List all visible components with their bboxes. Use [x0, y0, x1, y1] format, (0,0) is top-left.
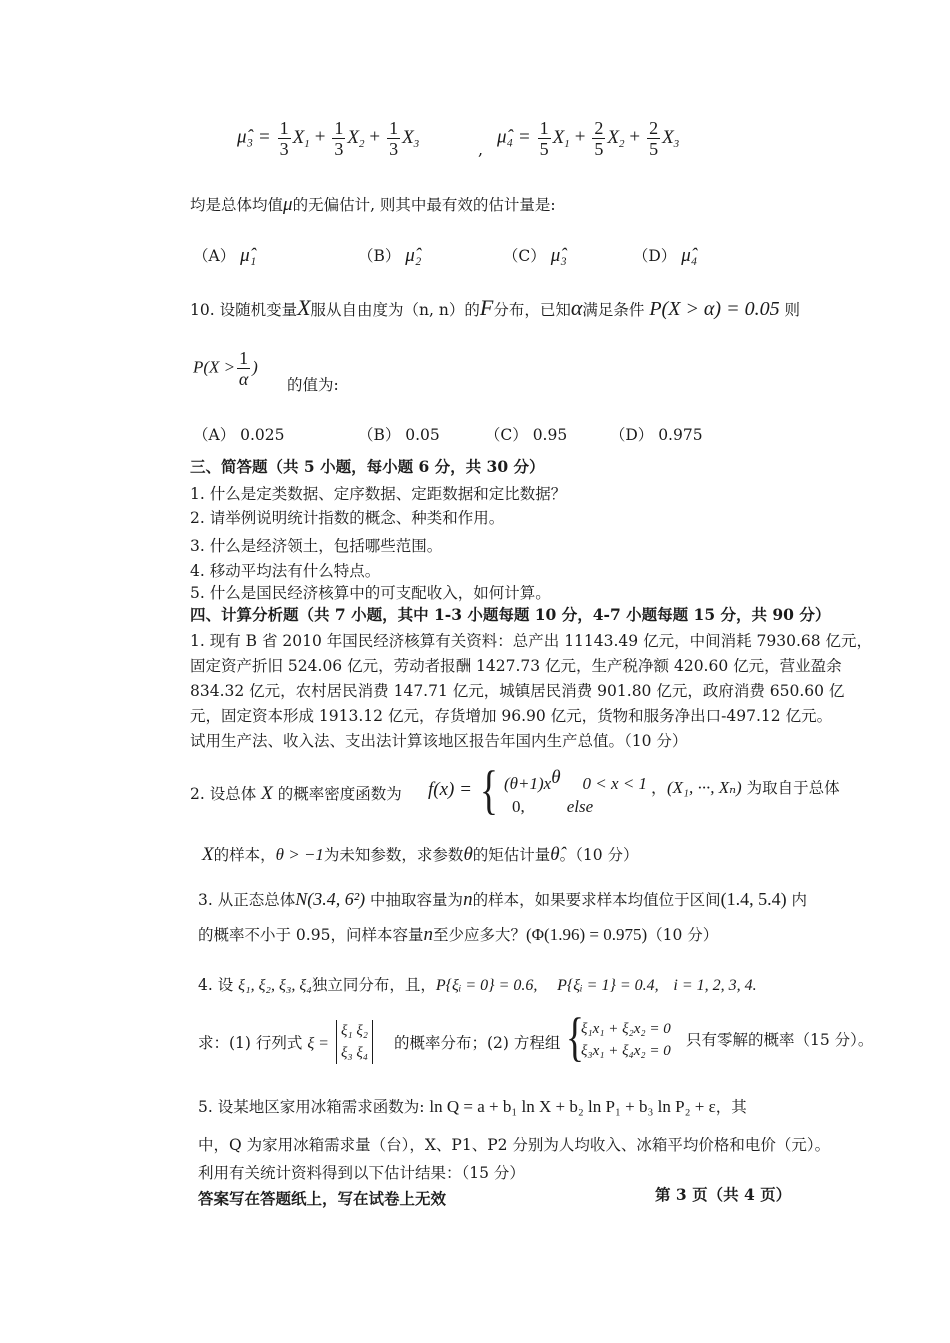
page-number: 第 3 页（共 4 页）: [655, 1185, 792, 1204]
section3-item-3: 3. 什么是经济领土，包括哪些范围。: [190, 537, 443, 555]
frac-d: $\frac{1}{5}$: [539, 118, 549, 159]
footer-note: 答案写在答题纸上，写在试卷上无效: [198, 1189, 447, 1208]
p2-brace: {: [479, 760, 499, 820]
section3-item-1: 1. 什么是定类数据、定序数据、定距数据和定比数据？: [190, 485, 567, 503]
q9-option-b: （B） μ̂₂: [357, 245, 422, 266]
p2-case-1: $(\theta+1)x^\theta$ 0 < x < 1: [504, 767, 648, 794]
p5-line-1: 5. 设某地区家用冰箱需求函数为: ln Q = a + b₁ ln X + b₂ ln P₁ + b₃ ln P₂ + ε，其: [198, 1097, 747, 1116]
q10-prob: P(X > $\frac{1}{\alpha}$ ): [193, 348, 258, 389]
q10-option-d: （D） 0.975: [609, 426, 703, 444]
frac-f: $\frac{2}{5}$: [649, 118, 659, 159]
p4-determinant: ξ₁ ξ₂ ξ₃ ξ₄: [336, 1020, 373, 1064]
p1-line-1: 1. 现有 B 省 2010 年国民经济核算有关资料：总产出 11143.49 亿元，中间消耗 7930.68 亿元，: [190, 632, 873, 650]
q9-options: [193, 246, 697, 266]
p2-line-1: 2. 设总体 X 的概率密度函数为: [190, 783, 402, 804]
p5-line-2: 中，Q 为家用冰箱需求量（台），X、P1、P2 分别为人均收入、冰箱平均价格和电价（元）。: [198, 1136, 831, 1154]
q10-frac: $\frac{1}{\alpha}$: [238, 348, 249, 389]
q10-condition: P(X > α) = 0.05: [649, 298, 780, 320]
estimator-sep: ,: [478, 140, 484, 159]
p4-system-label: 的概率分布；(2) 方程组: [394, 1034, 561, 1052]
p4-tail: 只有零解的概率（15 分）。: [686, 1031, 874, 1049]
p3-line-1: 3. 从正态总体N(3.4, 6²) 中抽取容量为n的样本，如果要求样本均值位于区间(1.4, 5.4) 内: [198, 889, 808, 910]
p4-system-brace: {: [565, 1007, 585, 1067]
p4-line-1: 4. 设 ξ₁, ξ₂, ξ₃, ξ₄独立同分布，且，P{ξᵢ = 0} = 0.6, P{ξᵢ = 1} = 0.4, i = 1, 2, 3, 4.: [198, 976, 757, 994]
p4-line-2: 求：(1) 行列式 ξ =: [198, 1034, 329, 1052]
q9-option-a: （A） μ̂₁: [193, 245, 257, 266]
p2-case-2: 0, else: [512, 797, 594, 816]
p2-line-2: X的样本，θ > −1为未知参数，求参数θ的矩估计量θ̂。（10 分）: [202, 844, 639, 865]
q10-value-of: 的值为:: [287, 376, 339, 394]
p4-system: ξ₁x₁ + ξ₂x₂ = 0 ξ₃x₁ + ξ₄x₂ = 0: [581, 1021, 671, 1059]
mu4-label: μ̂₄ =: [497, 126, 531, 148]
p3-line-2: 的概率不小于 0.95，问样本容量n至少应多大？(Φ(1.96) = 0.975)（10 分）: [198, 924, 719, 945]
estimator-mu3: μ̂₃ = $\frac{1}{3}$ $X_1$ + $\frac{1}{3}$ $X_2$ + $\frac{1}{3}$ $X_3$: [237, 118, 420, 159]
q9-question: 均是总体均值μ的无偏估计, 则其中最有效的估计量是:: [190, 194, 556, 215]
frac-e: $\frac{2}{5}$: [594, 118, 604, 159]
section3-item-2: 2. 请举例说明统计指数的概念、种类和作用。: [190, 509, 505, 527]
q9-option-d: （D） μ̂₄: [632, 245, 698, 266]
p1-line-2: 固定资产折旧 524.06 亿元，劳动者报酬 1427.73 亿元，生产税净额 420.60 亿元，营业盈余: [190, 657, 842, 675]
q10-option-a: （A） 0.025: [193, 426, 285, 444]
p1-line-4: 元，固定资本形成 1913.12 亿元，存货增加 96.90 亿元，货物和服务净出口-497.12 亿元。: [190, 707, 833, 725]
p2-sample: ，(X₁, ···, Xₙ) 为取自于总体: [651, 778, 840, 797]
q10-option-c: （C） 0.95: [484, 426, 568, 444]
section3-item-4: 4. 移动平均法有什么特点。: [190, 562, 381, 580]
section3-item-5: 5. 什么是国民经济核算中的可支配收入，如何计算。: [190, 584, 551, 602]
q9-option-c: （C） μ̂₃: [502, 245, 567, 266]
q10-options: [193, 425, 703, 445]
frac-a: $\frac{1}{3}$: [279, 118, 289, 159]
frac-c: $\frac{1}{3}$: [389, 118, 399, 159]
section4-heading: 四、计算分析题（共 7 小题，其中 1-3 小题每题 10 分，4-7 小题每题 15 分，共 90 分）: [190, 605, 831, 624]
p2-fx: f(x) =: [428, 779, 472, 800]
q10-option-b: （B） 0.05: [357, 426, 440, 444]
p5-line-3: 利用有关统计资料得到以下估计结果：（15 分）: [198, 1164, 525, 1182]
p1-line-3: 834.32 亿元，农村居民消费 147.71 亿元，城镇居民消费 901.80 亿元，政府消费 650.60 亿: [190, 682, 845, 700]
q10-question: 10. 设随机变量X服从自由度为（n, n）的F分布，已知α满足条件 P(X > α) = 0.05 则: [190, 295, 801, 320]
estimator-mu4: μ̂₄ = $\frac{1}{5}$ $X_1$ + $\frac{2}{5}$ $X_2$ + $\frac{2}{5}$ $X_3$: [497, 118, 680, 159]
frac-b: $\frac{1}{3}$: [334, 118, 344, 159]
mu3-label: μ̂₃ =: [237, 126, 271, 148]
p1-line-5: 试用生产法、收入法、支出法计算该地区报告年国内生产总值。（10 分）: [190, 732, 688, 750]
section3-heading: 三、简答题（共 5 小题，每小题 6 分，共 30 分）: [190, 457, 545, 476]
